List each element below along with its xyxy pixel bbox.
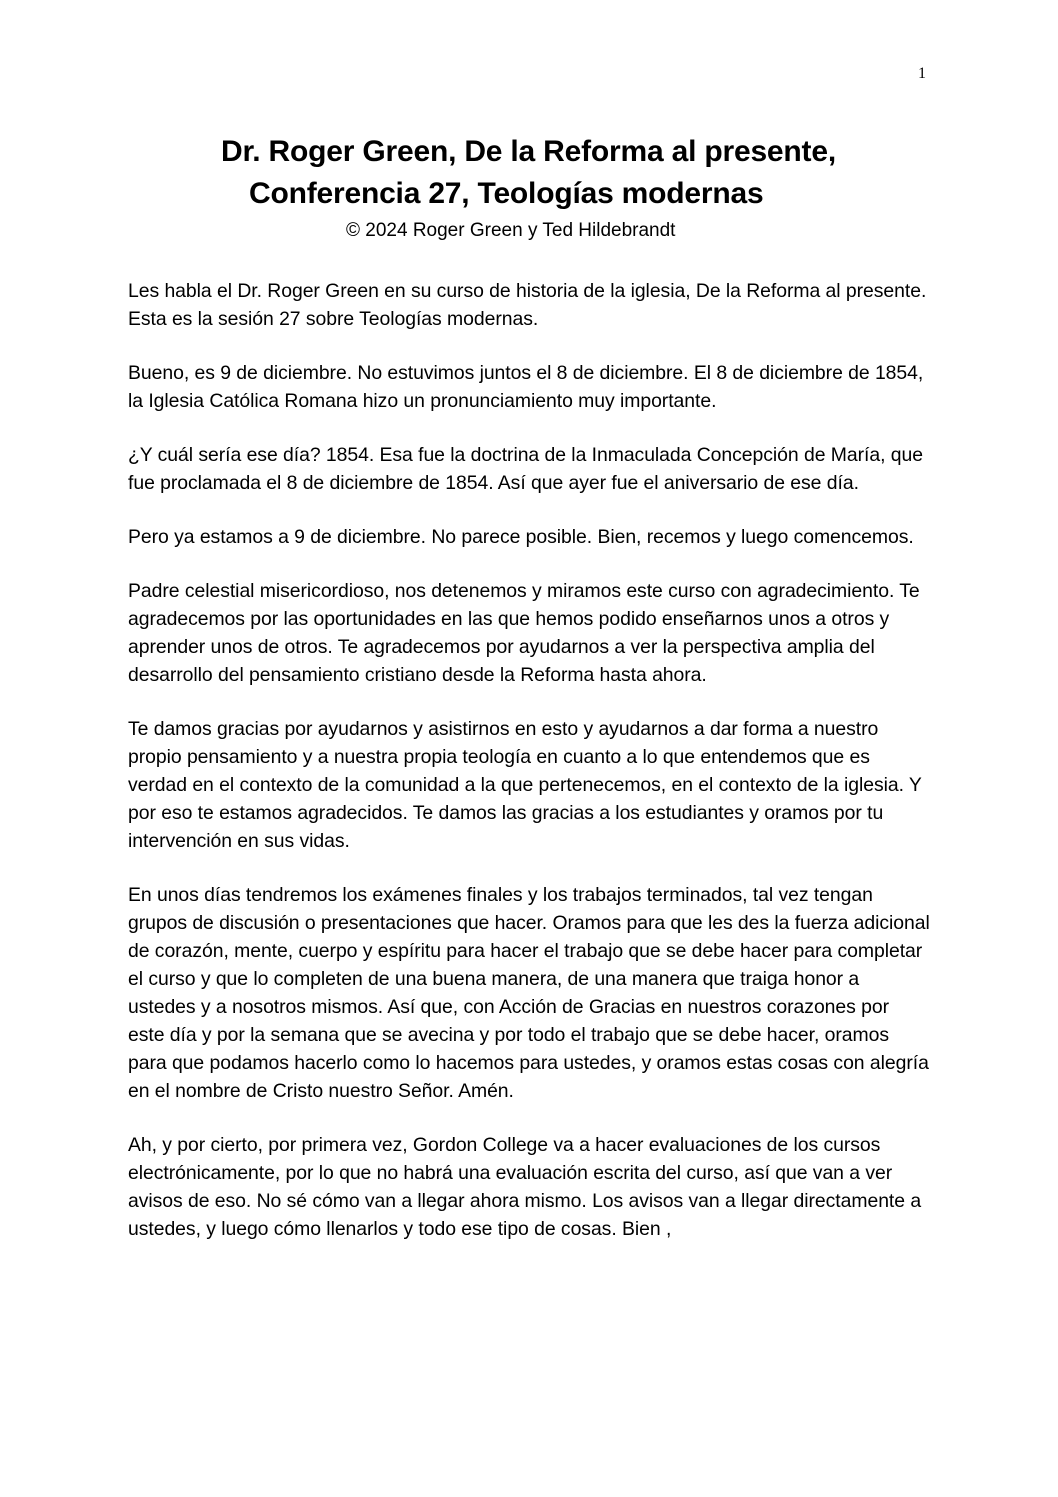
paragraph-let-us-pray: Pero ya estamos a 9 de diciembre. No parece posible. Bien, recemos y luego comencemos. — [128, 526, 914, 548]
paragraph-date: Bueno, es 9 de diciembre. No estuvimos juntos el 8 de diciembre. El 8 de diciembre de 1854, la Iglesia Católica Romana hizo un pronunciamiento muy importante. — [128, 362, 924, 412]
page-number: 1 — [918, 65, 926, 82]
document-title-line-2: Conferencia 27, Teologías modernas — [249, 177, 764, 210]
copyright-notice: © 2024 Roger Green y Ted Hildebrandt — [346, 220, 676, 241]
paragraph-prayer-1: Padre celestial misericordioso, nos detenemos y miramos este curso con agradecimiento. Te agradecemos por las oportunidades en las que hemos podido enseñarnos unos a otros y aprender unos de otros. Te agradecemos por ayudarnos a ver la perspectiva amplia del desarrollo del pensamiento cristiano desde la Reforma hasta ahora. — [128, 580, 920, 686]
document-body — [128, 277, 930, 1269]
paragraph-course-evaluations: Ah, y por cierto, por primera vez, Gordon College va a hacer evaluaciones de los cursos electrónicamente, por lo que no habrá una evaluación escrita del curso, así que van a ver avisos de eso. No sé cómo van a llegar ahora mismo. Los avisos van a llegar directamente a ustedes, y luego cómo llenarlos y todo ese tipo de cosas. Bien , — [128, 1134, 922, 1240]
paragraph-prayer-2: Te damos gracias por ayudarnos y asistirnos en esto y ayudarnos a dar forma a nuestro propio pensamiento y a nuestra propia teología en cuanto a lo que entendemos que es verdad en el contexto de la comunidad a la que pertenecemos, en el contexto de la iglesia. Y por eso te estamos agradecidos. Te damos las gracias a los estudiantes y oramos por tu intervención en sus vidas. — [128, 718, 922, 852]
paragraph-immaculate-conception: ¿Y cuál sería ese día? 1854. Esa fue la doctrina de la Inmaculada Concepción de María, que fue proclamada el 8 de diciembre de 1854. Así que ayer fue el aniversario de ese día. — [128, 444, 923, 494]
document-title-line-1: Dr. Roger Green, De la Reforma al presente, — [221, 135, 836, 168]
paragraph-introduction: Les habla el Dr. Roger Green en su curso de historia de la iglesia, De la Reforma al presente. Esta es la sesión 27 sobre Teologías modernas. — [128, 280, 927, 330]
paragraph-prayer-3: En unos días tendremos los exámenes finales y los trabajos terminados, tal vez tengan grupos de discusión o presentaciones que hacer. Oramos para que les des la fuerza adicional de corazón, mente, cuerpo y espíritu para hacer el trabajo que se debe hacer para completar el curso y que lo completen de una buena manera, de una manera que traiga honor a ustedes y a nosotros mismos. Así que, con Acción de Gracias en nuestros corazones por este día y por la semana que se avecina y por todo el trabajo que se debe hacer, oramos para que podamos hacerlo como lo hacemos para ustedes, y oramos estas cosas con alegría en el nombre de Cristo nuestro Señor. Amén. — [128, 884, 930, 1102]
document-header — [0, 131, 1058, 245]
